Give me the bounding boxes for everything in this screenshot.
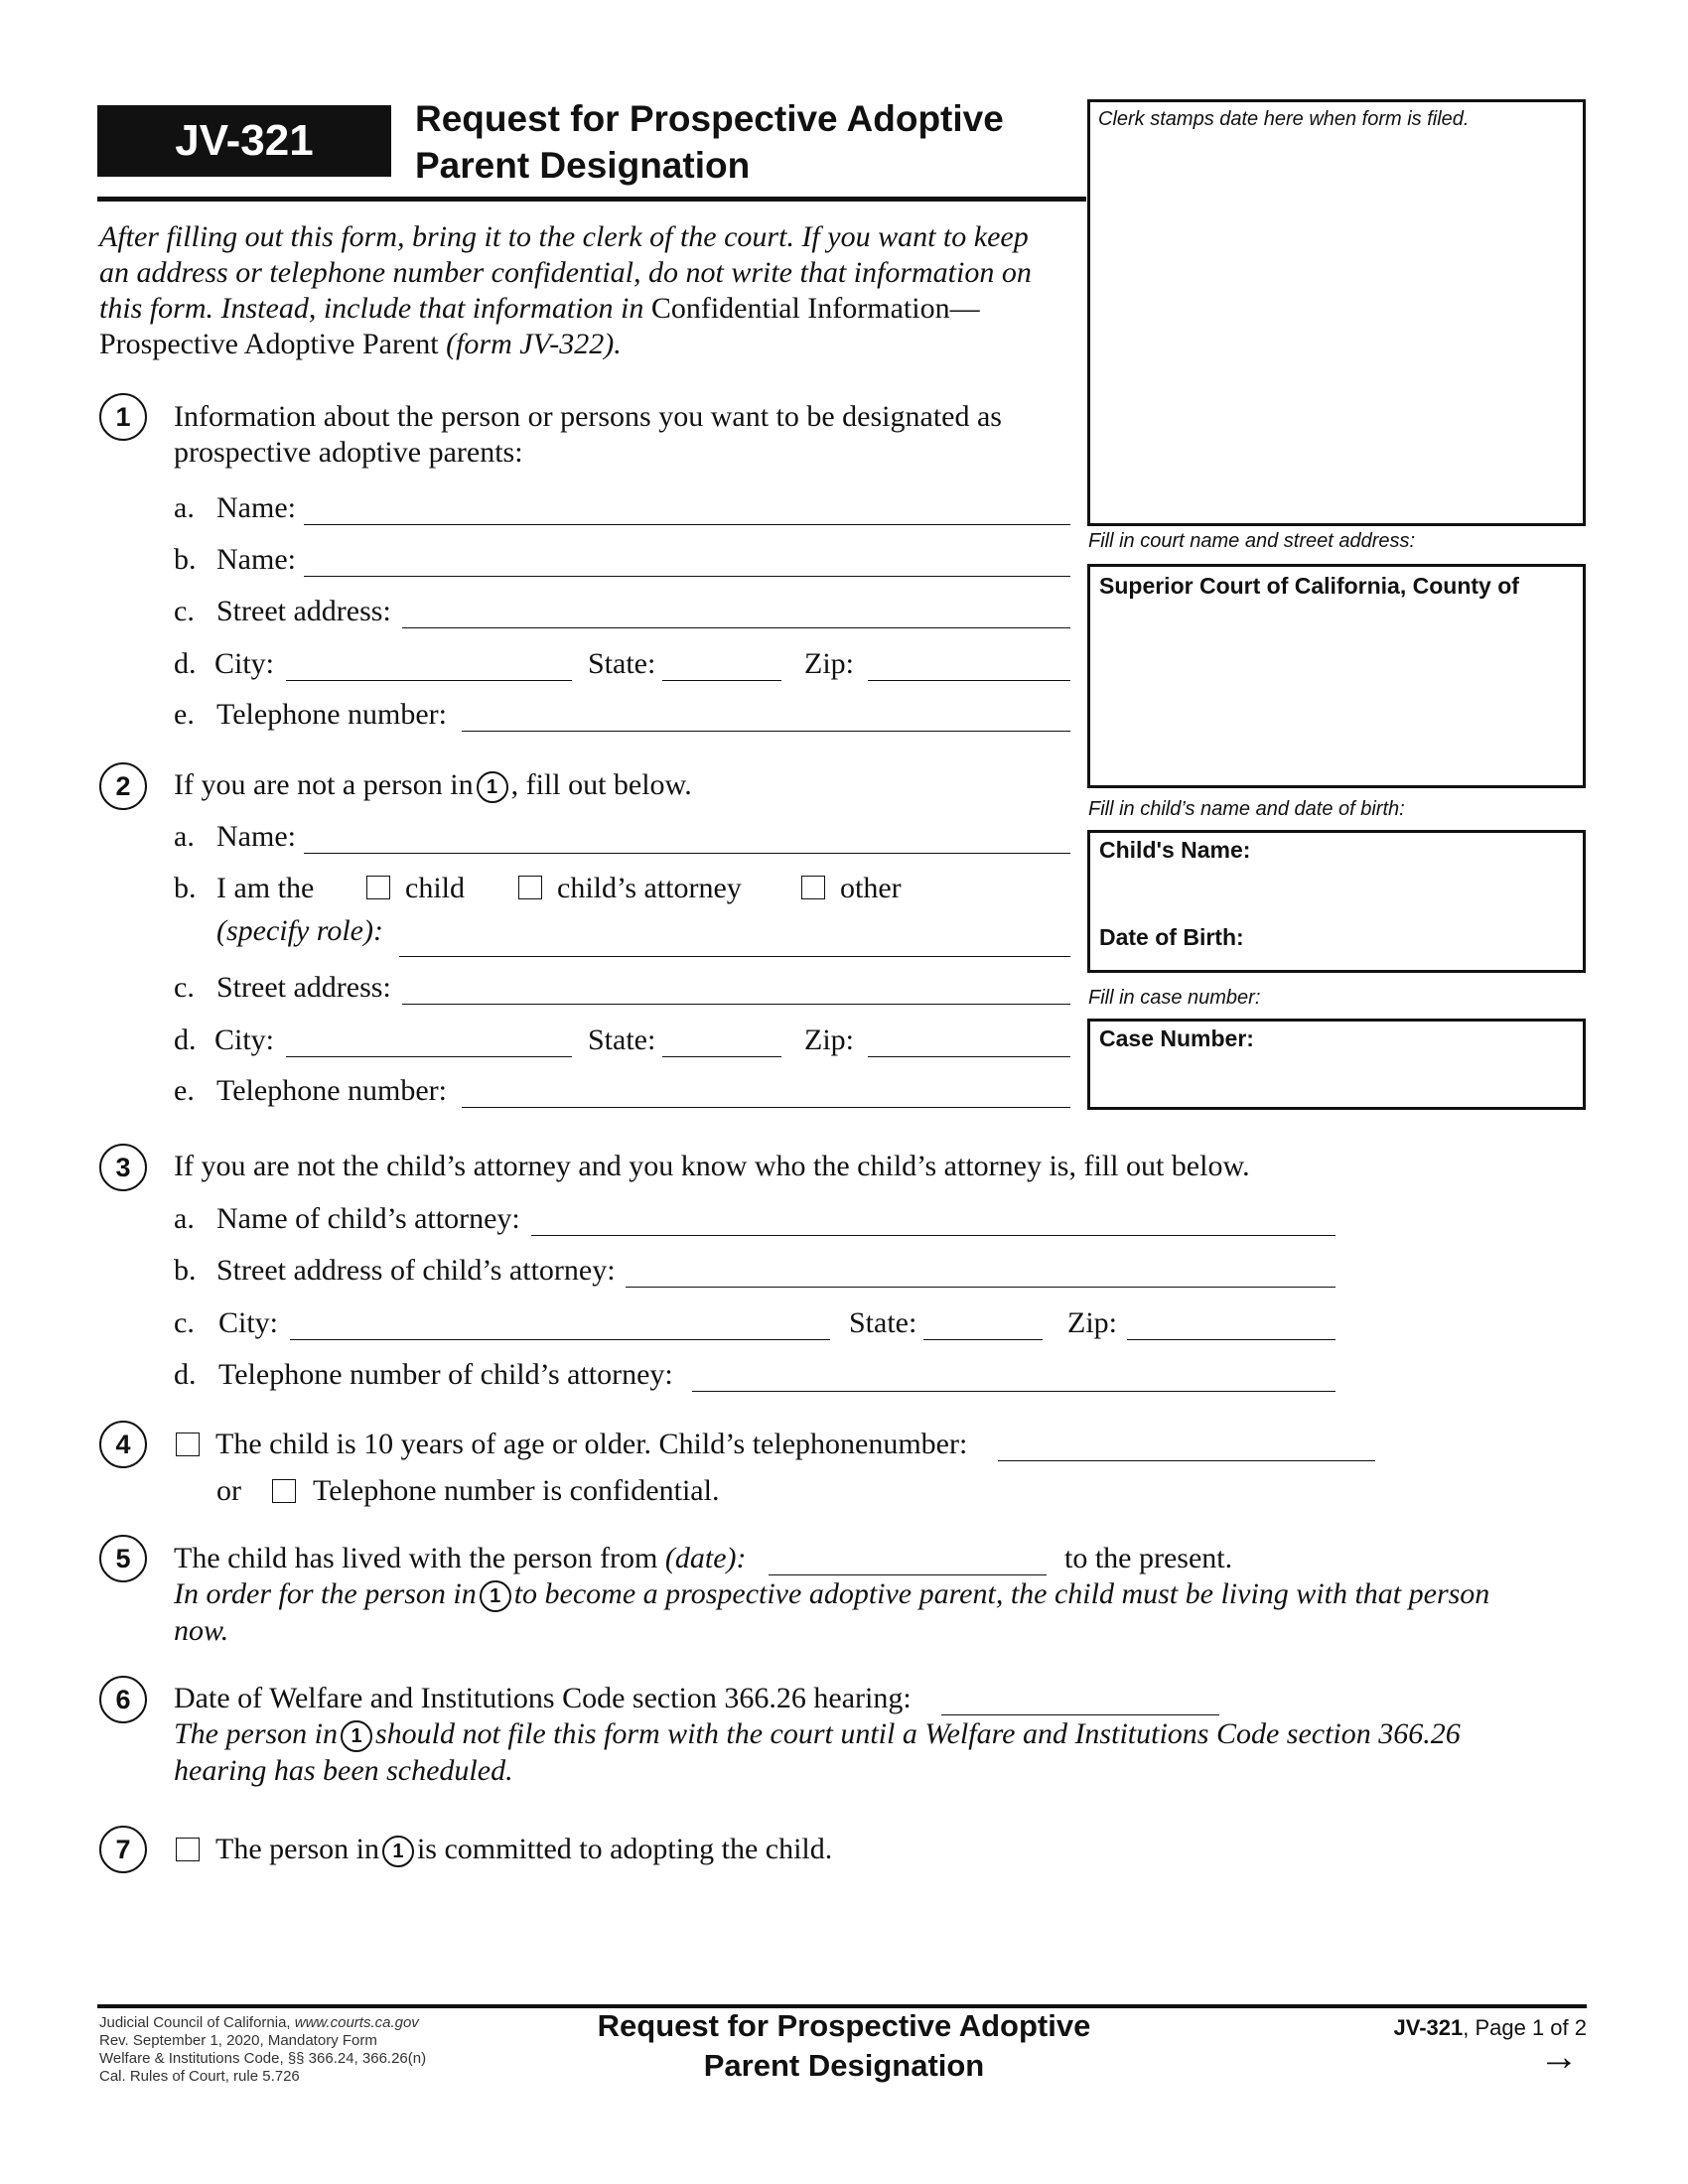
header-rule bbox=[97, 197, 1086, 202]
next-page-arrow-icon[interactable]: → bbox=[1539, 2035, 1579, 2079]
form-number: JV-321 bbox=[175, 116, 314, 165]
item-1b-letter: b. bbox=[174, 543, 197, 576]
item-1a-label: Name: bbox=[216, 491, 296, 524]
intro-line3-italic: this form. Instead, include that information in bbox=[99, 292, 651, 325]
item-1d-zip-field[interactable] bbox=[868, 680, 1070, 681]
item-5-number: 5 bbox=[99, 1535, 147, 1582]
phone-confidential-checkbox[interactable] bbox=[272, 1479, 296, 1503]
item-6-note bbox=[174, 1716, 1461, 1752]
item-5-line-pre: The child has lived with the person from bbox=[174, 1542, 665, 1574]
footer-source-line1 bbox=[99, 2014, 419, 2031]
case-label: Case Number: bbox=[1099, 1025, 1254, 1051]
role-attorney-label: child’s attorney bbox=[557, 872, 742, 904]
item-1-number: 1 bbox=[99, 393, 147, 441]
form-title-line1: Request for Prospective Adoptive bbox=[415, 98, 1004, 139]
clerk-stamp-box[interactable] bbox=[1087, 99, 1586, 526]
item-2e-letter: e. bbox=[174, 1074, 195, 1107]
footer-page-number: , Page 1 of 2 bbox=[1463, 2015, 1587, 2040]
item-2a-label: Name: bbox=[216, 820, 296, 853]
specify-role-field[interactable] bbox=[399, 956, 1070, 957]
item-5-note bbox=[174, 1576, 1489, 1612]
lived-from-date-field[interactable] bbox=[769, 1574, 1047, 1575]
item-6-number: 6 bbox=[99, 1676, 147, 1723]
item-7-number: 7 bbox=[99, 1826, 147, 1873]
item-3b-letter: b. bbox=[174, 1254, 197, 1287]
item-2d-city-field[interactable] bbox=[286, 1056, 572, 1057]
item-7-line bbox=[215, 1832, 832, 1867]
item-1c-letter: c. bbox=[174, 595, 195, 627]
item-1e-phone-field[interactable] bbox=[462, 731, 1070, 732]
role-attorney-checkbox[interactable] bbox=[518, 876, 542, 899]
item-2-number: 2 bbox=[99, 762, 147, 810]
age-10-checkbox[interactable] bbox=[176, 1433, 200, 1456]
case-hint: Fill in case number: bbox=[1088, 987, 1261, 1009]
item-2d-letter: d. bbox=[174, 1024, 197, 1056]
hearing-date-field[interactable] bbox=[941, 1714, 1219, 1715]
attorney-phone-field[interactable] bbox=[692, 1391, 1336, 1392]
case-box[interactable] bbox=[1087, 1019, 1586, 1110]
item-2-ref: 1 bbox=[477, 771, 508, 803]
attorney-city-field[interactable] bbox=[290, 1339, 830, 1340]
item-1a-letter: a. bbox=[174, 491, 195, 524]
item-6-line: Date of Welfare and Institutions Code section 366.26 hearing: bbox=[174, 1682, 912, 1714]
item-2a-letter: a. bbox=[174, 820, 195, 853]
attorney-name-field[interactable] bbox=[531, 1235, 1336, 1236]
form-title-line2: Parent Designation bbox=[415, 145, 751, 186]
role-other-checkbox[interactable] bbox=[801, 876, 825, 899]
item-3-number: 3 bbox=[99, 1144, 147, 1191]
item-4-confidential-label: Telephone number is confidential. bbox=[313, 1474, 720, 1507]
court-hint: Fill in court name and street address: bbox=[1088, 530, 1416, 552]
courts-website-link[interactable]: www.courts.ca.gov bbox=[294, 2014, 419, 2031]
item-1e-label: Telephone number: bbox=[216, 698, 447, 731]
court-label: Superior Court of California, County of bbox=[1099, 573, 1519, 599]
item-5-note-pre: In order for the person in bbox=[174, 1577, 477, 1610]
footer-title-line2: Parent Designation bbox=[703, 2048, 985, 2083]
child-phone-field[interactable] bbox=[998, 1460, 1375, 1461]
item-5-note-post: to become a prospective adoptive parent, the child must be living with that person bbox=[513, 1577, 1490, 1610]
item-2d-state-label: State: bbox=[588, 1024, 656, 1056]
item-1d-state-field[interactable] bbox=[662, 680, 781, 681]
child-name-label: Child's Name: bbox=[1099, 837, 1251, 863]
item-4-or: or bbox=[216, 1474, 241, 1507]
item-1b-label: Name: bbox=[216, 543, 296, 576]
footer-source-line4: Cal. Rules of Court, rule 5.726 bbox=[99, 2068, 300, 2085]
item-2c-street-field[interactable] bbox=[402, 1004, 1070, 1005]
specify-role-label: (specify role): bbox=[216, 914, 383, 947]
item-6-ref: 1 bbox=[341, 1720, 372, 1752]
item-7-pre: The person in bbox=[215, 1833, 379, 1865]
item-2-line-post: , fill out below. bbox=[510, 768, 692, 801]
item-2b-letter: b. bbox=[174, 872, 197, 904]
item-6-note-end: hearing has been scheduled. bbox=[174, 1754, 513, 1787]
intro-line3-plain: Confidential Information— bbox=[650, 292, 980, 325]
item-5-line bbox=[174, 1541, 747, 1576]
item-2d-city-label: City: bbox=[214, 1024, 275, 1056]
item-1d-state-label: State: bbox=[588, 647, 656, 680]
item-3c-zip-label: Zip: bbox=[1067, 1306, 1117, 1339]
item-3c-state-label: State: bbox=[849, 1306, 917, 1339]
item-3-line: If you are not the child’s attorney and you know who the child’s attorney is, fill out below. bbox=[174, 1150, 1250, 1182]
clerk-stamp-label: Clerk stamps date here when form is filed. bbox=[1098, 108, 1470, 130]
item-3b-label: Street address of child’s attorney: bbox=[216, 1254, 616, 1287]
item-1d-city-field[interactable] bbox=[286, 680, 572, 681]
item-2c-letter: c. bbox=[174, 971, 195, 1004]
item-1e-letter: e. bbox=[174, 698, 195, 731]
item-5-note-end: now. bbox=[174, 1614, 229, 1647]
item-1d-city-label: City: bbox=[214, 647, 275, 680]
item-3a-label: Name of child’s attorney: bbox=[216, 1202, 520, 1235]
item-3c-city-label: City: bbox=[218, 1306, 279, 1339]
role-child-label: child bbox=[405, 872, 465, 904]
item-1c-label: Street address: bbox=[216, 595, 391, 627]
footer-source-line2: Rev. September 1, 2020, Mandatory Form bbox=[99, 2032, 377, 2049]
item-2b-label: I am the bbox=[216, 872, 315, 904]
item-2c-label: Street address: bbox=[216, 971, 391, 1004]
item-5-date-label: (date): bbox=[664, 1542, 747, 1574]
item-2-line-pre: If you are not a person in bbox=[174, 768, 474, 801]
item-6-note-post: should not file this form with the court until a Welfare and Institutions Code section 366.26 bbox=[375, 1717, 1461, 1750]
attorney-street-field[interactable] bbox=[626, 1287, 1336, 1288]
footer-title-line1: Request for Prospective Adoptive bbox=[597, 2008, 1091, 2043]
item-1d-zip-label: Zip: bbox=[804, 647, 854, 680]
item-3d-letter: d. bbox=[174, 1358, 197, 1391]
intro-line1: After filling out this form, bring it to the clerk of the court. If you want to keep bbox=[99, 220, 1029, 253]
intro-line2: an address or telephone number confidential, do not write that information on bbox=[99, 256, 1032, 289]
item-4-line: The child is 10 years of age or older. Child’s telephonenumber: bbox=[215, 1428, 968, 1460]
item-2d-zip-label: Zip: bbox=[804, 1024, 854, 1056]
child-hint: Fill in child’s name and date of birth: bbox=[1088, 798, 1405, 820]
item-1c-street-field[interactable] bbox=[402, 627, 1070, 628]
role-child-checkbox[interactable] bbox=[366, 876, 390, 899]
court-box[interactable] bbox=[1087, 564, 1586, 788]
item-1a-name-field[interactable] bbox=[304, 524, 1070, 525]
footer-source-line3: Welfare & Institutions Code, §§ 366.24, 366.26(n) bbox=[99, 2050, 427, 2067]
item-3c-letter: c. bbox=[174, 1306, 195, 1339]
footer-form-id: JV-321 bbox=[1393, 2015, 1464, 2040]
item-1-line2: prospective adoptive parents: bbox=[174, 436, 523, 469]
item-2a-name-field[interactable] bbox=[304, 853, 1070, 854]
attorney-state-field[interactable] bbox=[923, 1339, 1043, 1340]
item-4-number: 4 bbox=[99, 1421, 147, 1468]
role-other-label: other bbox=[840, 872, 902, 904]
item-3a-letter: a. bbox=[174, 1202, 195, 1235]
item-1d-letter: d. bbox=[174, 647, 197, 680]
item-5-line-post: to the present. bbox=[1064, 1542, 1233, 1574]
item-7-post: is committed to adopting the child. bbox=[416, 1833, 833, 1865]
intro-line4 bbox=[99, 327, 622, 362]
intro-line4-plain: Prospective Adoptive Parent bbox=[99, 328, 447, 360]
committed-checkbox[interactable] bbox=[176, 1838, 200, 1861]
item-2e-label: Telephone number: bbox=[216, 1074, 447, 1107]
item-6-note-pre: The person in bbox=[174, 1717, 338, 1750]
dob-label: Date of Birth: bbox=[1099, 924, 1244, 950]
intro-line3 bbox=[99, 291, 980, 327]
item-2e-phone-field[interactable] bbox=[462, 1107, 1070, 1108]
item-1b-name-field[interactable] bbox=[304, 576, 1070, 577]
attorney-zip-field[interactable] bbox=[1127, 1339, 1336, 1340]
item-2-line bbox=[174, 767, 692, 803]
item-3d-label: Telephone number of child’s attorney: bbox=[218, 1358, 673, 1391]
item-7-ref: 1 bbox=[382, 1836, 414, 1867]
intro-line4-italic: (form JV-322). bbox=[446, 328, 622, 360]
footer-source-line1-plain: Judicial Council of California, bbox=[99, 2014, 295, 2031]
item-2d-zip-field[interactable] bbox=[868, 1056, 1070, 1057]
item-1-line1: Information about the person or persons you want to be designated as bbox=[174, 400, 1002, 433]
item-2d-state-field[interactable] bbox=[662, 1056, 781, 1057]
child-box[interactable] bbox=[1087, 830, 1586, 973]
item-5-ref: 1 bbox=[480, 1580, 511, 1612]
